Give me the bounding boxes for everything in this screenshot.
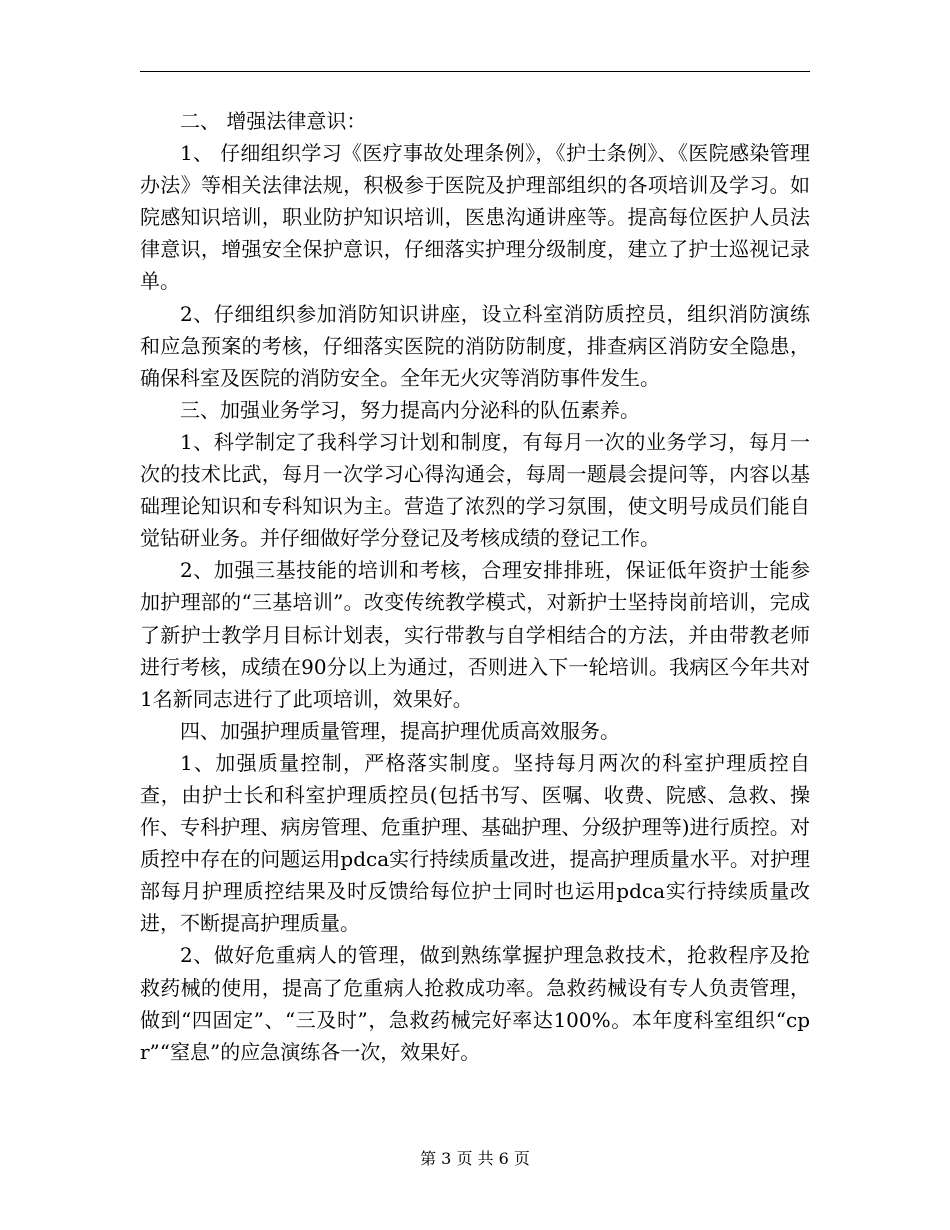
paragraph-study-plan: 1、科学制定了我科学习计划和制度，有每月一次的业务学习，每月一次的技术比武，每月一次学习心得沟通会，每周一题晨会提问等，内容以基础理论知识和专科知识为主。营造了浓烈的学习氛围，使文明号成员们能自觉钻研业务。并仔细做好学分登记及考核成绩的登记工作。	[140, 429, 810, 551]
paragraph-fire-safety: 2、仔细组织参加消防知识讲座，设立科室消防质控员，组织消防演练和应急预案的考核，仔细落实医院的消防防制度，排查病区消防安全隐患，确保科室及医院的消防安全。全年无火灾等消防事件发生。	[140, 301, 810, 390]
paragraph-three-basics-training: 2、加强三基技能的培训和考核，合理安排排班，保证低年资护士能参加护理部的“三基培训”。改变传统教学模式，对新护士坚持岗前培训，完成了新护士教学月目标计划表，实行带教与自学相结合的方法，并由带教老师进行考核，成绩在90分以上为通过，否则进入下一轮培训。我病区今年共对1名新同志进行了此项培训，效果好。	[140, 558, 810, 711]
paragraph-quality-control: 1、加强质量控制，严格落实制度。坚持每月两次的科室护理质控自查，由护士长和科室护理质控员(包括书写、医嘱、收费、院感、急救、操作、专科护理、病房管理、危重护理、基础护理、分级护理等)进行质控。对质控中存在的问题运用pdca实行持续质量改进，提高护理质量水平。对护理部每月护理质控结果及时反馈给每位护士同时也运用pdca实行持续质量改进，不断提高护理质量。	[140, 750, 810, 936]
page-number: 第 3 页 共 6 页	[420, 1149, 530, 1168]
paragraph-legal-training: 1、 仔细组织学习《医疗事故处理条例》，《护士条例》、《医院感染管理办法》等相关法律法规，积极参于医院及护理部组织的各项培训及学习。如院感知识培训，职业防护知识培训，医患沟通讲座等。提高每位医护人员法律意识，增强安全保护意识，仔细落实护理分级制度，建立了护士巡视记录单。	[140, 141, 810, 294]
paragraph-critical-patient-management: 2、做好危重病人的管理，做到熟练掌握护理急救技术，抢救程序及抢救药械的使用，提高了危重病人抢救成功率。急救药械设有专人负责管理，做到“四固定”、“三及时”，急救药械完好率达100%。本年度科室组织“cpr”“窒息”的应急演练各一次，效果好。	[140, 943, 810, 1064]
section-heading-quality-management: 四、加强护理质量管理，提高护理优质高效服务。	[180, 718, 620, 743]
header-rule	[140, 71, 810, 72]
document-body	[140, 105, 810, 1068]
section-heading-business-study: 三、加强业务学习，努力提高内分泌科的队伍素养。	[180, 397, 640, 422]
section-heading-legal-awareness: 二、 增强法律意识：	[180, 109, 367, 133]
